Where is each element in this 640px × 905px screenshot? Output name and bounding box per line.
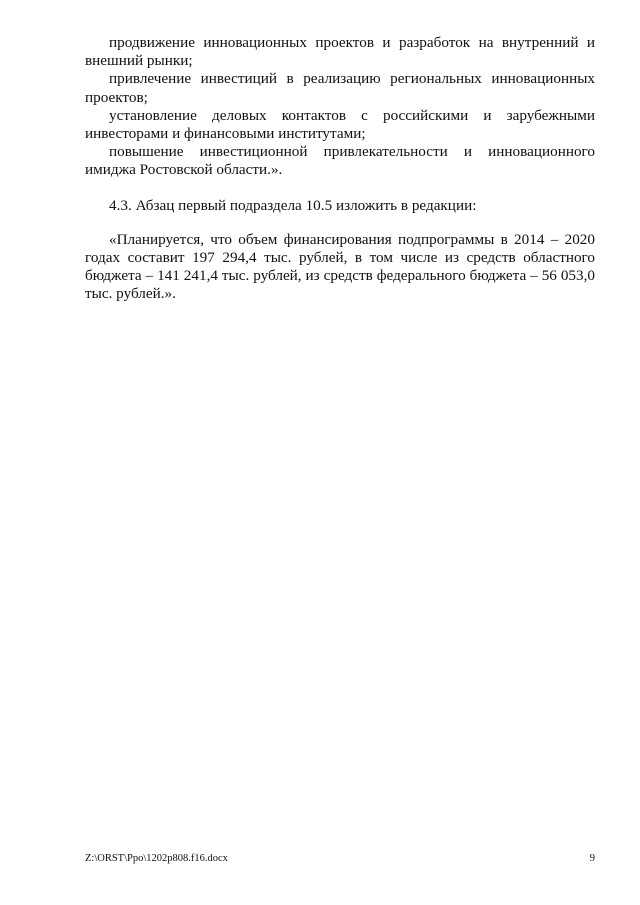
- list-item: привлечение инвестиций в реализацию региональных инновационных проектов;: [85, 70, 595, 106]
- paragraph-spacer: [85, 180, 595, 197]
- list-item: повышение инвестиционной привлекательности и инновационного имиджа Ростовской области.».: [85, 143, 595, 179]
- paragraph-spacer: [85, 215, 595, 231]
- quote-paragraph: «Планируется, что объем финансирования подпрограммы в 2014 – 2020 годах составит 197 294,4 тыс. рублей, в том числе из средств областного бюджета – 141 241,4 тыс. рублей, из средств федерального бюджета – 56 053,0 тыс. рублей.».: [85, 230, 595, 303]
- section-heading: 4.3. Абзац первый подраздела 10.5 изложить в редакции:: [109, 196, 477, 214]
- list-item: продвижение инновационных проектов и разработок на внутренний и внешний рынки;: [85, 34, 595, 70]
- list-item: установление деловых контактов с российскими и зарубежными инвесторами и финансовыми институтами;: [85, 106, 595, 143]
- footer-file-path: Z:\ORST\Ppo\1202p808.f16.docx: [85, 853, 228, 864]
- page-number: 9: [589, 853, 595, 864]
- document-body: [85, 34, 595, 304]
